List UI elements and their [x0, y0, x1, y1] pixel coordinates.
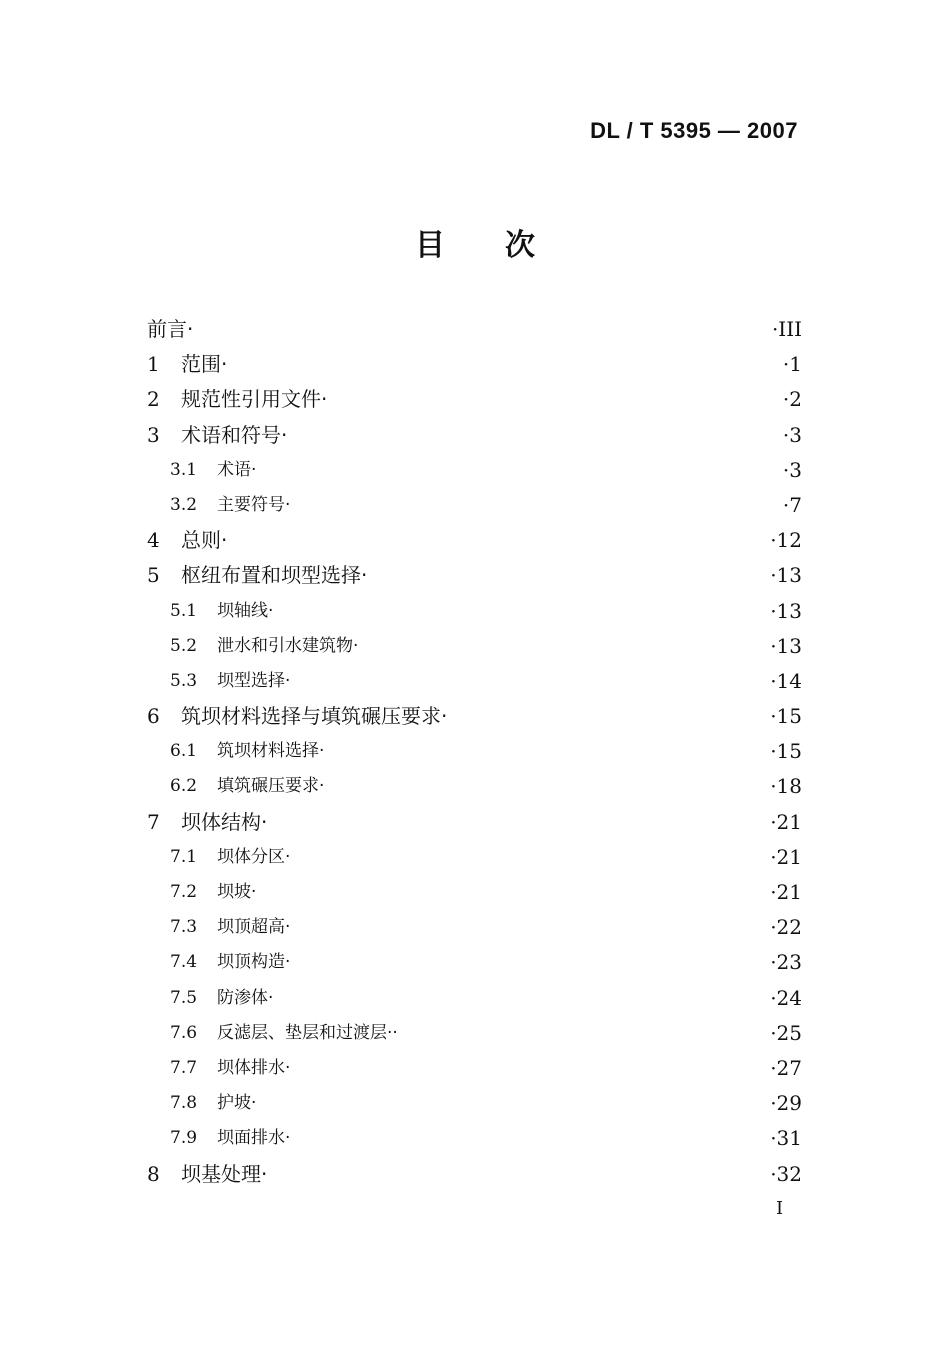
- toc-entry[interactable]: [147, 769, 802, 804]
- toc-entry-number: 7.8: [170, 1093, 198, 1114]
- page-title: 目次: [415, 228, 595, 263]
- toc-entry-label: 筑坝材料选择·: [217, 741, 325, 762]
- toc-entry-number: 6: [147, 704, 160, 729]
- toc-entry-number: 7.4: [170, 952, 198, 973]
- toc-entry[interactable]: [147, 347, 802, 382]
- toc-entry-page: ·24: [770, 985, 802, 1010]
- toc-entry-label: 坝体结构·: [181, 809, 268, 834]
- toc-entry-page: ·13: [770, 598, 802, 623]
- toc-entry-label: 主要符号·: [217, 494, 291, 515]
- toc-entry-number: 7.6: [170, 1022, 198, 1043]
- toc-entry-number: 7: [147, 809, 160, 834]
- toc-entry[interactable]: [147, 1086, 802, 1121]
- toc-entry-label: 坝顶超高·: [217, 917, 291, 938]
- toc-entry-label: 总则·: [181, 528, 228, 553]
- page-number: I: [776, 1198, 784, 1219]
- toc-entry-label: 坝体排水·: [217, 1057, 291, 1078]
- toc-entry[interactable]: [147, 312, 802, 347]
- toc-entry[interactable]: [147, 699, 802, 734]
- toc-entry-number: 5.1: [170, 600, 198, 621]
- toc-entry[interactable]: [147, 945, 802, 980]
- toc-entry-number: 3: [147, 422, 160, 447]
- toc-entry-label: 坝顶构造·: [217, 952, 291, 973]
- toc-entry-page: ·27: [770, 1055, 802, 1080]
- toc-entry-label: 填筑碾压要求·: [217, 776, 325, 797]
- toc-entry-page: ·14: [770, 668, 802, 693]
- toc-entry-number: 5: [147, 563, 160, 588]
- toc-entry-page: ·23: [770, 950, 802, 975]
- toc-entry-page: ·7: [782, 492, 802, 517]
- toc-entry-page: ·21: [770, 809, 802, 834]
- toc-entry-page: ·15: [770, 704, 802, 729]
- toc-entry[interactable]: [147, 875, 802, 910]
- toc-entry-page: ·29: [770, 1091, 802, 1116]
- toc-entry-page: ·13: [770, 563, 802, 588]
- toc-entry[interactable]: [147, 664, 802, 699]
- toc-entry-page: ·18: [770, 774, 802, 799]
- toc-entry-number: 7.9: [170, 1128, 198, 1149]
- toc-entry-label: 坝坡·: [217, 882, 257, 902]
- toc-entry-label: 筑坝材料选择与填筑碾压要求·: [181, 704, 448, 729]
- toc-entry-number: 8: [147, 1161, 160, 1186]
- toc-entry-number: 2: [147, 387, 160, 412]
- toc-entry-page: ·1: [782, 352, 802, 377]
- toc-entry-number: 6.1: [170, 741, 198, 762]
- toc-entry-number: 7.5: [170, 987, 198, 1008]
- toc-entry-number: 7.2: [170, 882, 198, 902]
- toc-entry[interactable]: [147, 594, 802, 629]
- toc-entry[interactable]: [147, 805, 802, 840]
- toc-entry[interactable]: [147, 1016, 802, 1051]
- toc-entry-page: ·25: [770, 1020, 802, 1045]
- toc-entry[interactable]: [147, 453, 802, 488]
- toc-entry-number: 7.7: [170, 1057, 198, 1078]
- toc-entry-label: 坝基处理·: [181, 1161, 268, 1186]
- toc-entry-number: 5.3: [170, 670, 198, 691]
- toc-entry-page: ·32: [770, 1161, 802, 1186]
- toc-entry-page: ·2: [782, 387, 802, 412]
- toc-entry[interactable]: [147, 840, 802, 875]
- toc-entry[interactable]: [147, 523, 802, 558]
- toc-entry[interactable]: [147, 1157, 802, 1192]
- toc-entry[interactable]: [147, 1121, 802, 1156]
- toc-entry-page: ·21: [770, 880, 802, 904]
- toc-entry[interactable]: [147, 488, 802, 523]
- toc-entry[interactable]: [147, 1051, 802, 1086]
- toc-entry-number: 4: [147, 528, 160, 553]
- toc-entry-label: 范围·: [181, 352, 228, 377]
- toc-entry-number: 7.3: [170, 917, 198, 938]
- toc-entry-label: 反滤层、垫层和过渡层··: [217, 1022, 398, 1043]
- toc-entry-label: 坝轴线·: [217, 600, 274, 621]
- toc-entry-label: 前言·: [147, 317, 194, 341]
- toc-entry-label: 坝面排水·: [217, 1128, 291, 1149]
- toc-entry[interactable]: [147, 629, 802, 664]
- toc-entry-number: 5.2: [170, 635, 198, 656]
- toc-entry-page: ·22: [770, 915, 802, 940]
- table-of-contents: [147, 312, 802, 1192]
- toc-entry-number: 3.2: [170, 494, 198, 515]
- toc-entry-label: 护坡·: [217, 1093, 257, 1114]
- toc-entry-page: ·3: [782, 457, 802, 482]
- toc-entry-page: ·12: [770, 528, 802, 553]
- toc-entry-number: 1: [147, 352, 160, 377]
- toc-entry-label: 规范性引用文件·: [181, 387, 328, 412]
- toc-entry-label: 坝体分区·: [217, 846, 291, 867]
- toc-entry[interactable]: [147, 910, 802, 945]
- standard-code: DL / T 5395 — 2007: [590, 118, 798, 143]
- toc-entry-label: 术语和符号·: [181, 422, 288, 447]
- toc-entry-label: 术语·: [217, 459, 257, 480]
- toc-entry-page: ·III: [771, 317, 802, 341]
- toc-entry-page: ·15: [770, 739, 802, 764]
- toc-entry-page: ·3: [782, 422, 802, 447]
- toc-entry-page: ·13: [770, 633, 802, 658]
- toc-entry[interactable]: [147, 382, 802, 417]
- toc-entry-label: 防渗体·: [217, 987, 274, 1008]
- toc-entry-label: 泄水和引水建筑物·: [217, 635, 359, 656]
- toc-entry-label: 枢纽布置和坝型选择·: [181, 563, 368, 588]
- toc-entry[interactable]: [147, 734, 802, 769]
- toc-entry-page: ·21: [770, 844, 802, 869]
- toc-entry-label: 坝型选择·: [217, 670, 291, 691]
- toc-entry[interactable]: [147, 418, 802, 453]
- toc-entry-page: ·31: [770, 1126, 802, 1151]
- toc-entry-number: 7.1: [170, 846, 198, 867]
- toc-entry-number: 3.1: [170, 459, 198, 480]
- toc-entry[interactable]: [147, 981, 802, 1016]
- toc-entry-number: 6.2: [170, 776, 198, 797]
- toc-entry[interactable]: [147, 558, 802, 593]
